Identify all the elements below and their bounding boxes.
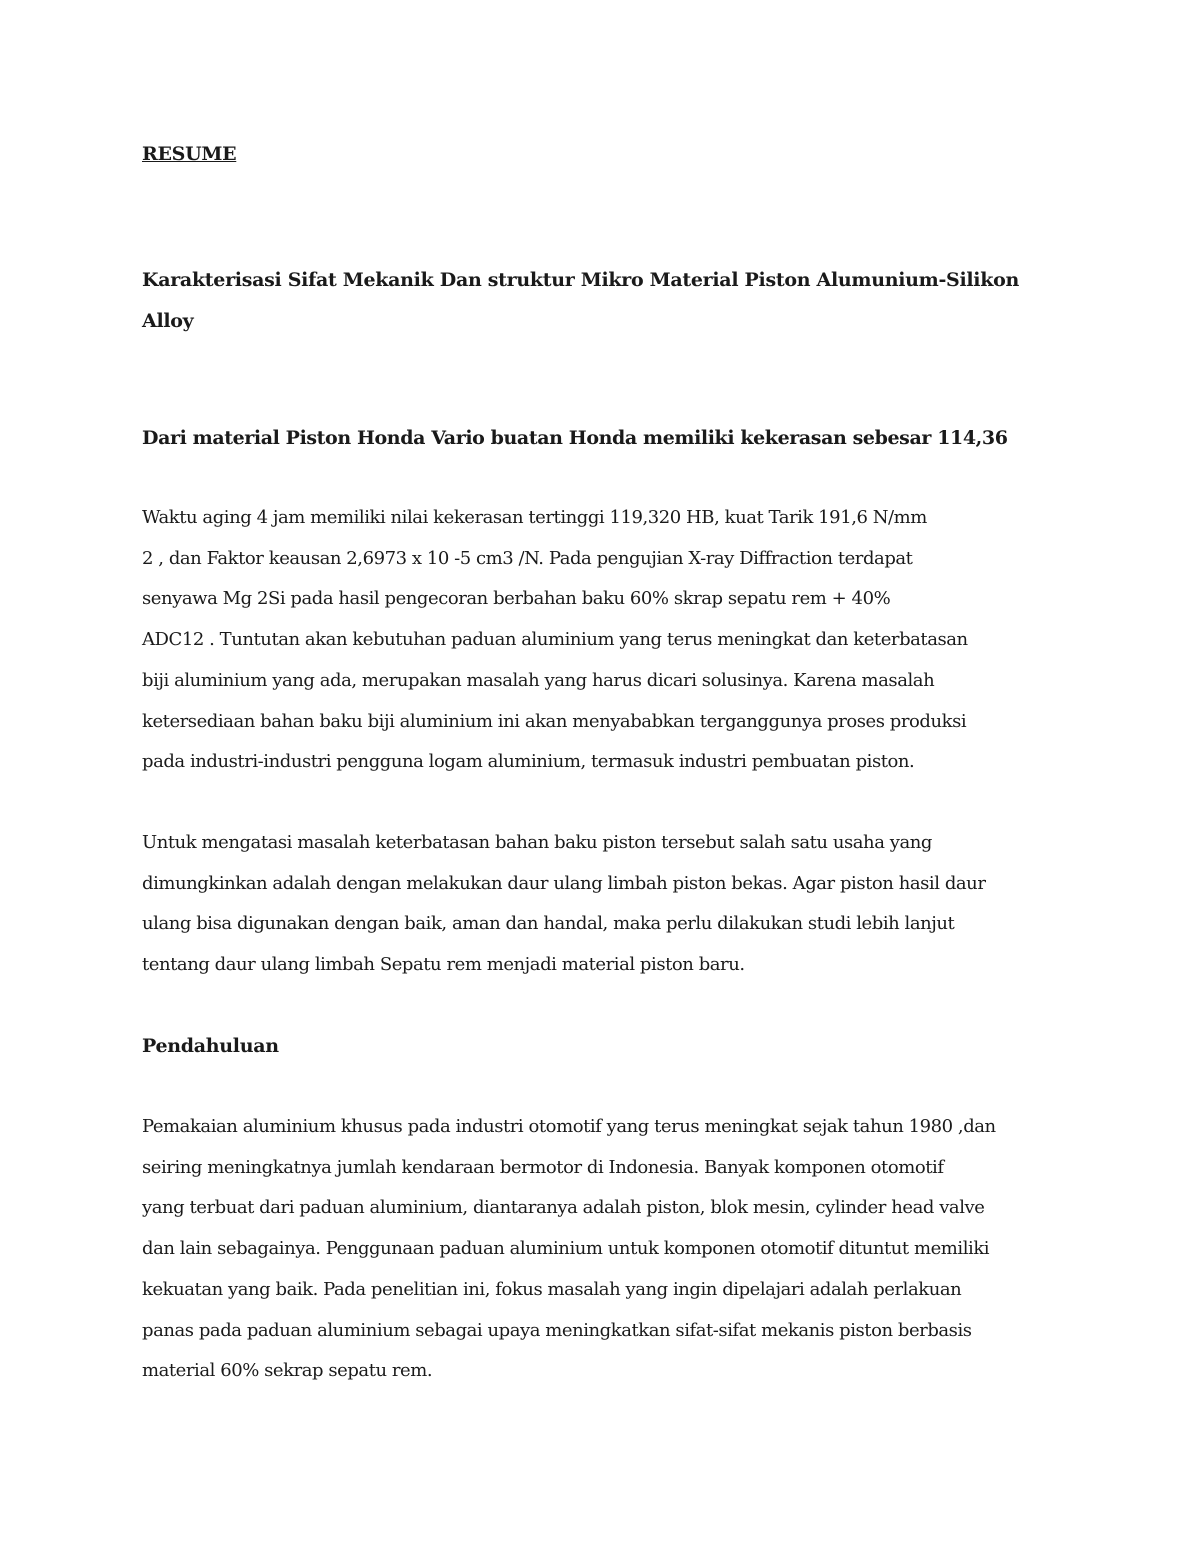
paragraph-line: kekuatan yang baik. Pada penelitian ini, fokus masalah yang ingin dipelajari adalah perlakuan [142,1278,962,1300]
paragraph-line: dan lain sebagainya. Penggunaan paduan aluminium untuk komponen otomotif dituntut memiliki [142,1238,990,1260]
paragraph-line: Pemakaian aluminium khusus pada industri otomotif yang terus meningkat sejak tahun 1980 ,dan [142,1116,996,1137]
paragraph-introduction [142,1107,1072,1392]
sub-heading: Dari material Piston Honda Vario buatan Honda memiliki kekerasan sebesar 114,36 [142,427,1008,449]
paragraph-line: ketersediaan bahan baku biji aluminium ini akan menyababkan terganggunya proses produksi [142,710,967,732]
paragraph-aging-results [142,498,1072,783]
main-heading-line: Alloy [142,310,194,332]
paragraph-line: tentang daur ulang limbah Sepatu rem menjadi material piston baru. [142,954,745,976]
paragraph-line: Waktu aging 4 jam memiliki nilai kekerasan tertinggi 119,320 HB, kuat Tarik 191,6 N/mm [142,507,927,528]
paragraph-recycling [142,823,1072,986]
paragraph-line: pada industri-industri pengguna logam aluminium, termasuk industri pembuatan piston. [142,751,915,773]
document-title: RESUME [142,143,237,165]
paragraph-line: biji aluminium yang ada, merupakan masalah yang harus dicari solusinya. Karena masalah [142,669,935,691]
main-heading [142,260,1042,342]
paragraph-line: material 60% sekrap sepatu rem. [142,1360,433,1382]
main-heading-line: Karakterisasi Sifat Mekanik Dan struktur Mikro Material Piston Alumunium-Silikon [142,269,1019,291]
paragraph-line: dimungkinkan adalah dengan melakukan daur ulang limbah piston bekas. Agar piston hasil daur [142,872,986,894]
document-page [142,0,1072,1553]
paragraph-line: Untuk mengatasi masalah keterbatasan bahan baku piston tersebut salah satu usaha yang [142,832,932,853]
paragraph-line: ADC12 . Tuntutan akan kebutuhan paduan aluminium yang terus meningkat dan keterbatasan [142,629,968,651]
paragraph-line: seiring meningkatnya jumlah kendaraan bermotor di Indonesia. Banyak komponen otomotif [142,1156,944,1178]
paragraph-line: senyawa Mg 2Si pada hasil pengecoran berbahan baku 60% skrap sepatu rem + 40% [142,588,891,610]
paragraph-line: 2 , dan Faktor keausan 2,6973 x 10 -5 cm3 /N. Pada pengujian X-ray Diffraction terdapat [142,547,913,569]
section-heading-pendahuluan: Pendahuluan [142,1035,279,1057]
paragraph-line: panas pada paduan aluminium sebagai upaya meningkatkan sifat-sifat mekanis piston berbasis [142,1319,972,1341]
paragraph-line: ulang bisa digunakan dengan baik, aman dan handal, maka perlu dilakukan studi lebih lanjut [142,913,955,935]
paragraph-line: yang terbuat dari paduan aluminium, diantaranya adalah piston, blok mesin, cylinder head valve [142,1197,985,1219]
